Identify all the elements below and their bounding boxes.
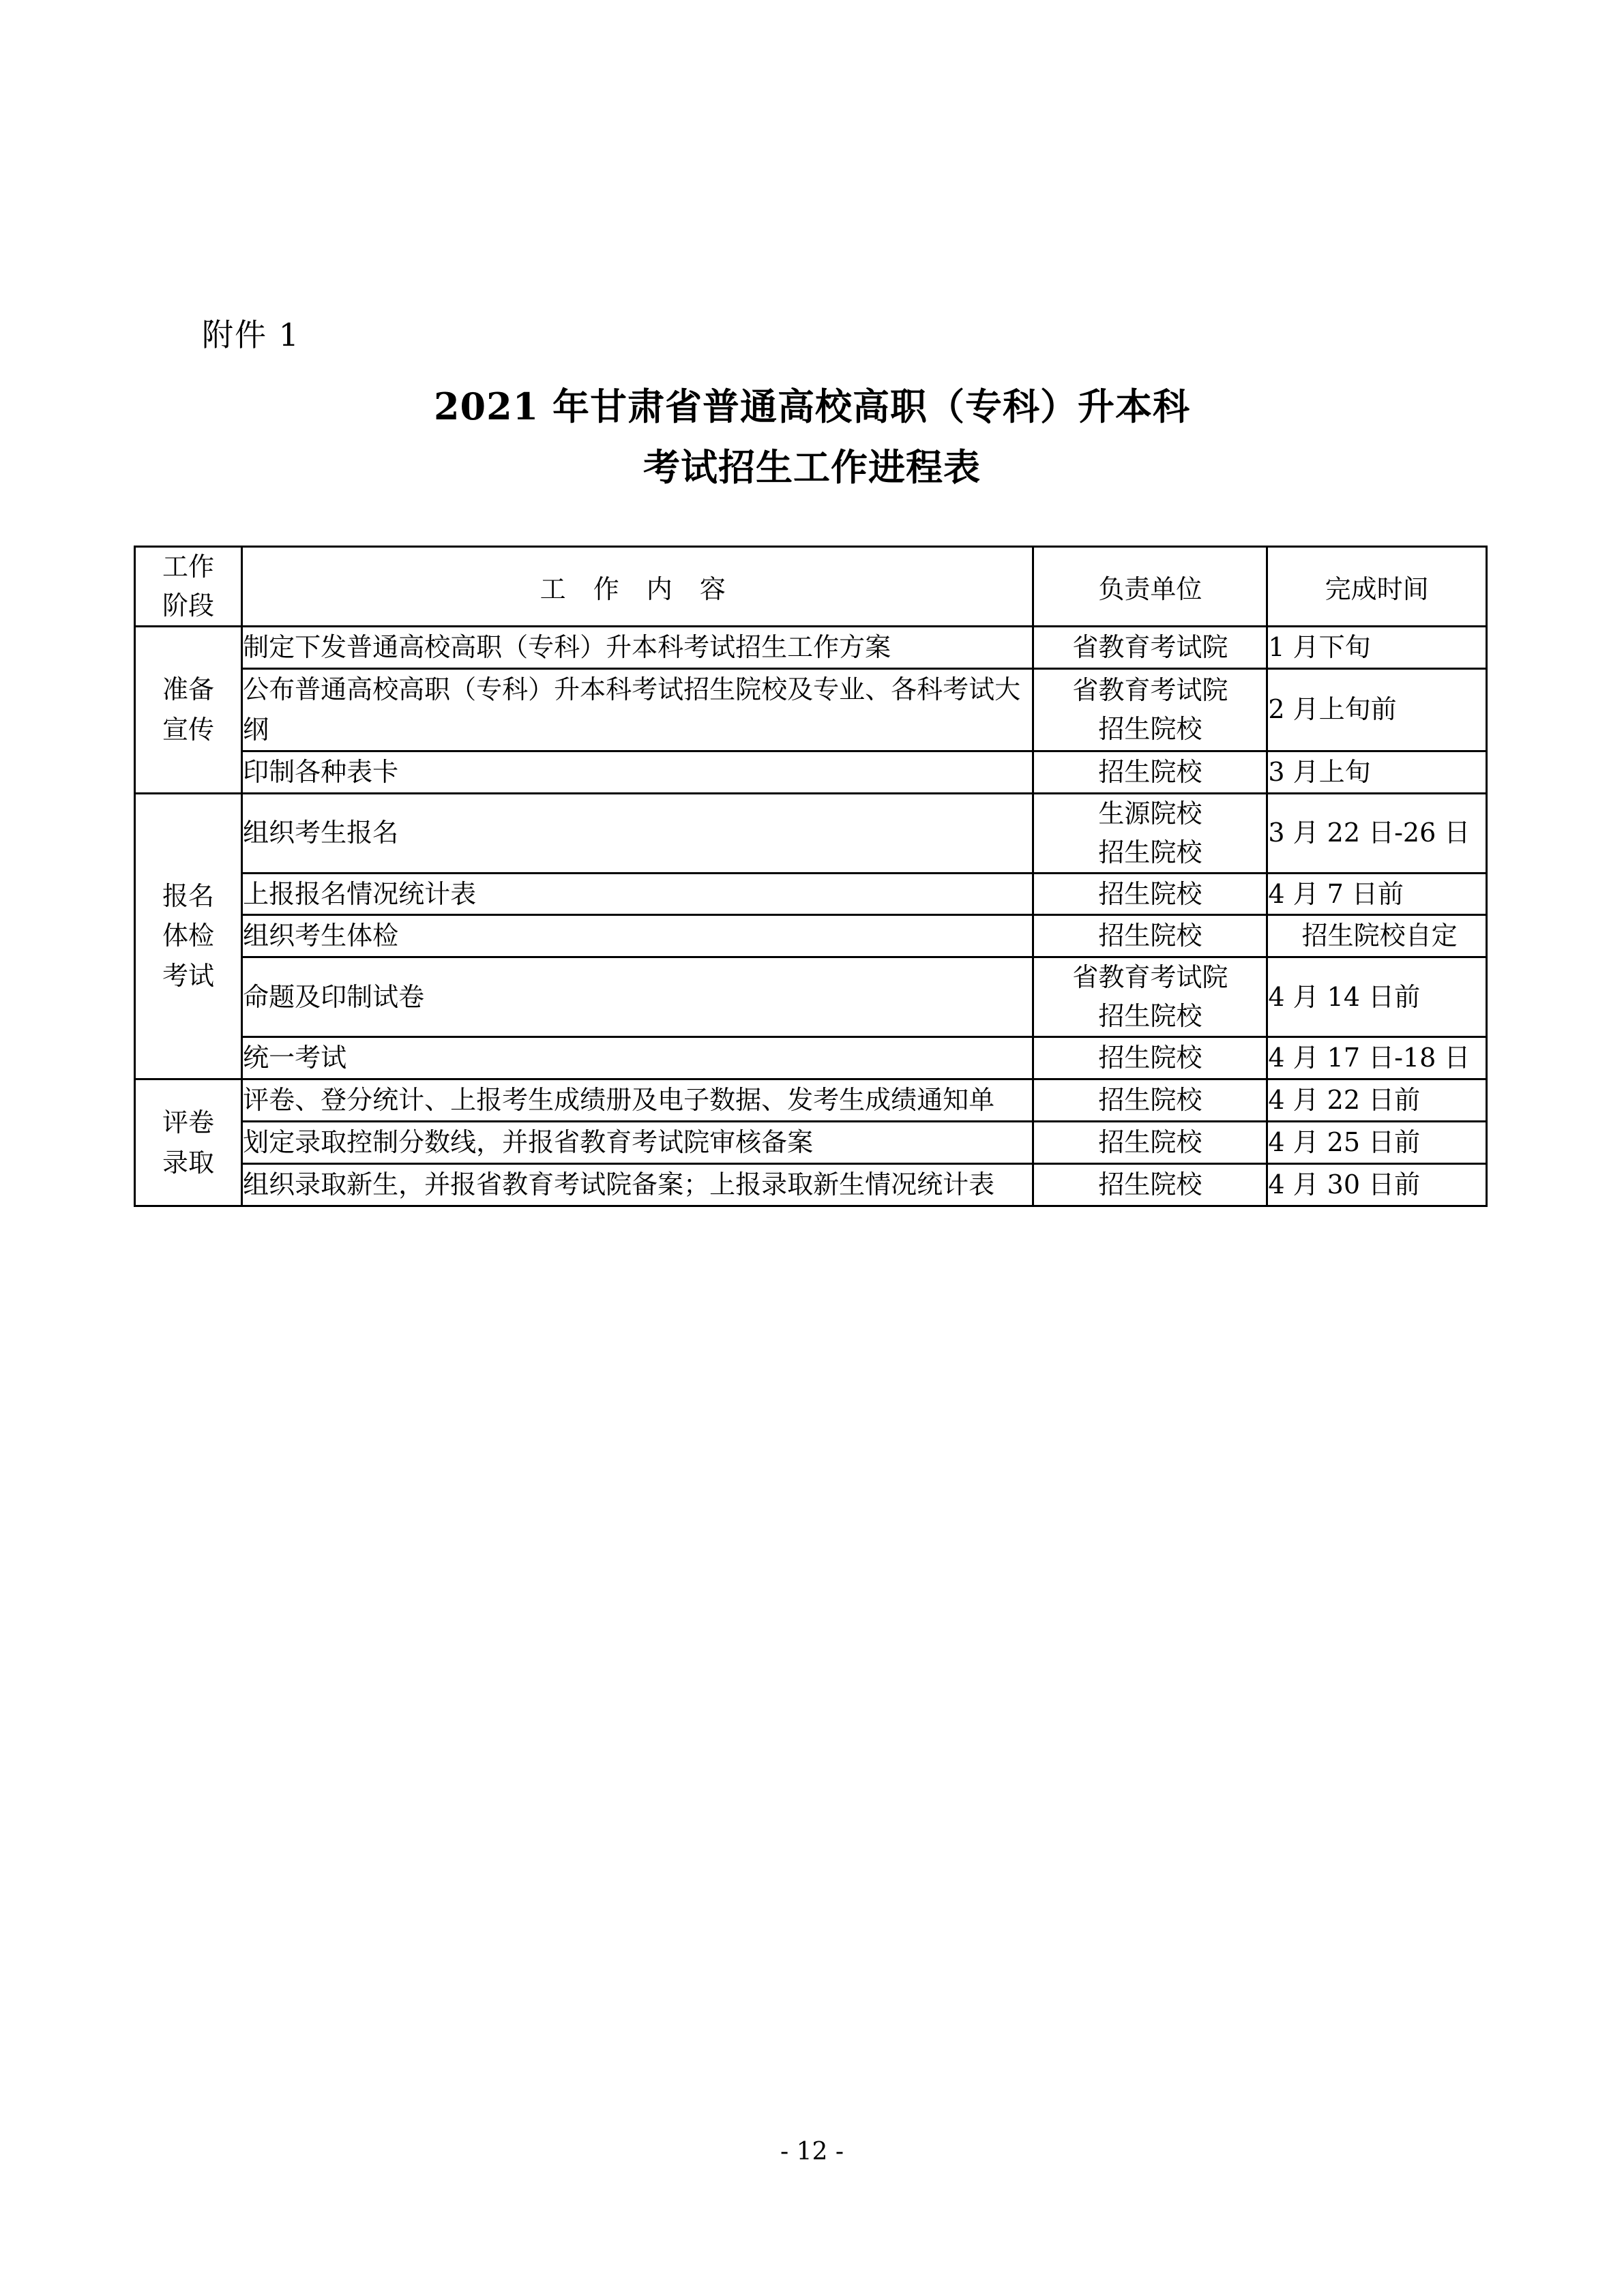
- row-time: 3 月上旬: [1267, 751, 1487, 793]
- stage-cell-preparation: [135, 627, 242, 794]
- table-body: [135, 627, 1487, 1206]
- column-header-content: 工 作 内 容: [242, 547, 1033, 627]
- table-row: [135, 1164, 1487, 1206]
- stage-cell-grading-admission: [135, 1079, 242, 1206]
- row-unit: 招生院校: [1033, 1122, 1267, 1164]
- stage-cell-registration-exam-line-2: 体检: [162, 921, 215, 951]
- row-content: 统一考试: [242, 1037, 1033, 1079]
- row-time: 4 月 7 日前: [1267, 873, 1487, 915]
- row-unit: [1033, 668, 1267, 751]
- table-row: [135, 793, 1487, 873]
- row-content: 划定录取控制分数线，并报省教育考试院审核备案: [242, 1122, 1033, 1164]
- row-time: 3 月 22 日-26 日: [1267, 793, 1487, 873]
- table-row: [135, 957, 1487, 1037]
- row-unit: 招生院校: [1033, 1079, 1267, 1122]
- table-row: [135, 1122, 1487, 1164]
- row-content: 组织考生体检: [242, 915, 1033, 957]
- row-time: 4 月 25 日前: [1267, 1122, 1487, 1164]
- table-header: [135, 547, 1487, 627]
- row-content: 组织录取新生，并报省教育考试院备案；上报录取新生情况统计表: [242, 1164, 1033, 1206]
- row-unit: [1033, 793, 1267, 873]
- row-content: 命题及印制试卷: [242, 957, 1033, 1037]
- stage-cell-registration-exam-line-3: 考试: [162, 961, 215, 992]
- page-title-line-2: 考试招生工作进程表: [643, 445, 981, 489]
- row-unit: 招生院校: [1033, 915, 1267, 957]
- column-header-stage: [135, 547, 242, 627]
- row-unit-line-2: 招生院校: [1098, 1001, 1202, 1032]
- column-header-stage-line-1: 工作: [162, 552, 215, 582]
- stage-cell-preparation-line-2: 宣传: [162, 714, 215, 745]
- row-unit: 招生院校: [1033, 1037, 1267, 1079]
- column-header-stage-line-2: 阶段: [162, 591, 215, 621]
- row-time: 4 月 17 日-18 日: [1267, 1037, 1487, 1079]
- page-title: [0, 382, 1624, 492]
- table-row: [135, 751, 1487, 793]
- stage-cell-grading-admission-line-2: 录取: [162, 1147, 215, 1178]
- stage-cell-grading-admission-line-1: 评卷: [162, 1107, 215, 1137]
- column-header-time: 完成时间: [1267, 547, 1487, 627]
- row-time: 招生院校自定: [1267, 915, 1487, 957]
- row-time: 4 月 22 日前: [1267, 1079, 1487, 1122]
- row-unit-line-1: 省教育考试院: [1072, 962, 1228, 993]
- row-unit-line-2: 招生院校: [1098, 713, 1202, 744]
- row-unit-line-1: 省教育考试院: [1072, 674, 1228, 705]
- stage-cell-registration-exam: [135, 793, 242, 1079]
- row-content: 印制各种表卡: [242, 751, 1033, 793]
- row-unit-line-1: 生源院校: [1098, 798, 1202, 829]
- table-header-row: [135, 547, 1487, 627]
- row-unit-line-2: 招生院校: [1098, 837, 1202, 867]
- row-time: 4 月 14 日前: [1267, 957, 1487, 1037]
- table-row: [135, 668, 1487, 751]
- stage-cell-preparation-line-1: 准备: [162, 674, 215, 704]
- stage-cell-registration-exam-line-1: 报名: [162, 880, 215, 911]
- row-time: 1 月下旬: [1267, 627, 1487, 669]
- row-time: 2 月上旬前: [1267, 668, 1487, 751]
- page-title-line-1: 2021 年甘肃省普通高校高职（专科）升本科: [433, 385, 1191, 428]
- attachment-label: 附件 1: [202, 316, 300, 353]
- table-row: [135, 1037, 1487, 1079]
- row-content: 评卷、登分统计、上报考生成绩册及电子数据、发考生成绩通知单: [242, 1079, 1033, 1122]
- column-header-unit: 负责单位: [1033, 547, 1267, 627]
- row-unit: 省教育考试院: [1033, 627, 1267, 669]
- row-unit: 招生院校: [1033, 873, 1267, 915]
- row-time: 4 月 30 日前: [1267, 1164, 1487, 1206]
- row-content: 上报报名情况统计表: [242, 873, 1033, 915]
- table-row: [135, 1079, 1487, 1122]
- row-unit: 招生院校: [1033, 1164, 1267, 1206]
- row-unit: 招生院校: [1033, 751, 1267, 793]
- row-content: 制定下发普通高校高职（专科）升本科考试招生工作方案: [242, 627, 1033, 669]
- table-row: [135, 915, 1487, 957]
- work-progress-table: [134, 546, 1488, 1207]
- row-unit: [1033, 957, 1267, 1037]
- row-content: 公布普通高校高职（专科）升本科考试招生院校及专业、各科考试大纲: [242, 668, 1033, 751]
- page-number: - 12 -: [780, 2138, 844, 2166]
- row-content: 组织考生报名: [242, 793, 1033, 873]
- table-row: [135, 873, 1487, 915]
- table-row: [135, 627, 1487, 669]
